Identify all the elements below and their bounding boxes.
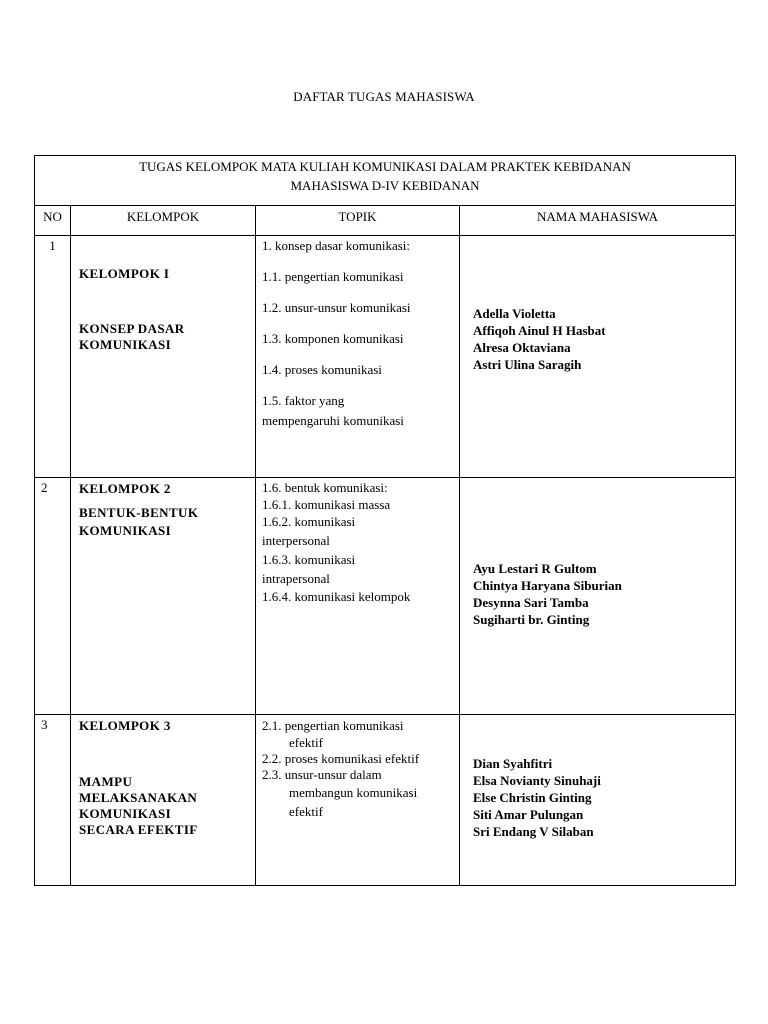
student-name: Else Christin Ginting <box>473 790 592 805</box>
student-name: Elsa Novianty Sinuhaji <box>473 773 601 788</box>
group-topic-line2: KOMUNIKASI <box>79 337 172 352</box>
student-name: Astri Ulina Saragih <box>473 357 582 372</box>
student-name: Alresa Oktaviana <box>473 340 571 355</box>
topic-line: mempengaruhi komunikasi <box>262 413 404 428</box>
topic-line: 1.6.2. komunikasi <box>262 514 356 529</box>
topic-line: efektif <box>289 804 323 819</box>
topic-line: intrapersonal <box>262 571 330 586</box>
student-name: Adella Violetta <box>473 306 556 321</box>
group-cell <box>71 236 256 478</box>
topic-line: 1.4. proses komunikasi <box>262 362 382 377</box>
group-topic-line2: MELAKSANAKAN <box>79 790 198 805</box>
topic-line: 2.3. unsur-unsur dalam <box>262 767 382 782</box>
topic-line: efektif <box>289 735 323 750</box>
student-name: Ayu Lestari R Gultom <box>473 561 597 576</box>
group-topic-line3: KOMUNIKASI <box>79 806 172 821</box>
topic-line: 1.2. unsur-unsur komunikasi <box>262 300 411 315</box>
row-number: 3 <box>35 715 71 886</box>
topic-line: 1. konsep dasar komunikasi: <box>262 238 411 253</box>
table-row <box>35 236 736 478</box>
topic-line: 1.6.3. komunikasi <box>262 552 356 567</box>
topic-line: 2.2. proses komunikasi efektif <box>262 751 420 766</box>
table-row <box>35 478 736 715</box>
student-name: Sri Endang V Silaban <box>473 824 594 839</box>
student-names-cell <box>460 478 736 715</box>
group-name: KELOMPOK 3 <box>79 718 171 733</box>
topic-line: interpersonal <box>262 533 330 548</box>
student-names-cell <box>460 715 736 886</box>
column-header-kelompok: KELOMPOK <box>71 206 256 236</box>
column-header-topik: TOPIK <box>256 206 460 236</box>
group-cell <box>71 715 256 886</box>
column-header-no: NO <box>35 206 71 236</box>
topic-line: membangun komunikasi <box>289 785 418 800</box>
group-topic-line4: SECARA EFEKTIF <box>79 822 198 837</box>
student-name: Dian Syahfitri <box>473 756 553 771</box>
student-name: Desynna Sari Tamba <box>473 595 589 610</box>
topic-line: 1.6.1. komunikasi massa <box>262 497 391 512</box>
group-name: KELOMPOK 2 <box>79 481 171 496</box>
topic-cell <box>256 715 460 886</box>
column-header-nama: NAMA MAHASISWA <box>460 206 736 236</box>
student-name: Sugiharti br. Ginting <box>473 612 590 627</box>
topic-line: 1.5. faktor yang <box>262 393 345 408</box>
table-row <box>35 715 736 886</box>
topic-line: 2.1. pengertian komunikasi <box>262 718 404 733</box>
table-heading-row <box>35 156 736 206</box>
column-header-row <box>35 206 736 236</box>
topic-line: 1.1. pengertian komunikasi <box>262 269 404 284</box>
row-number: 1 <box>35 236 71 478</box>
group-cell <box>71 478 256 715</box>
student-name: Chintya Haryana Siburian <box>473 578 622 593</box>
student-name: Siti Amar Pulungan <box>473 807 584 822</box>
table-heading-line2: MAHASISWA D-IV KEBIDANAN <box>290 178 480 193</box>
topic-line: 1.3. komponen komunikasi <box>262 331 404 346</box>
group-topic-line1: MAMPU <box>79 774 133 789</box>
student-name: Affiqoh Ainul H Hasbat <box>473 323 606 338</box>
topic-line: 1.6. bentuk komunikasi: <box>262 480 388 495</box>
table-heading <box>35 156 736 206</box>
group-name: KELOMPOK I <box>79 266 170 281</box>
page-title: DAFTAR TUGAS MAHASISWA <box>293 89 475 104</box>
task-table <box>34 155 736 886</box>
group-topic-line2: KOMUNIKASI <box>79 523 172 538</box>
group-topic-line1: KONSEP DASAR <box>79 321 185 336</box>
student-names-cell <box>460 236 736 478</box>
topic-line: 1.6.4. komunikasi kelompok <box>262 589 411 604</box>
topic-cell <box>256 478 460 715</box>
topic-cell <box>256 236 460 478</box>
row-number: 2 <box>35 478 71 715</box>
group-topic-line1: BENTUK-BENTUK <box>79 505 199 520</box>
table-heading-line1: TUGAS KELOMPOK MATA KULIAH KOMUNIKASI DALAM PRAKTEK KEBIDANAN <box>139 159 631 174</box>
